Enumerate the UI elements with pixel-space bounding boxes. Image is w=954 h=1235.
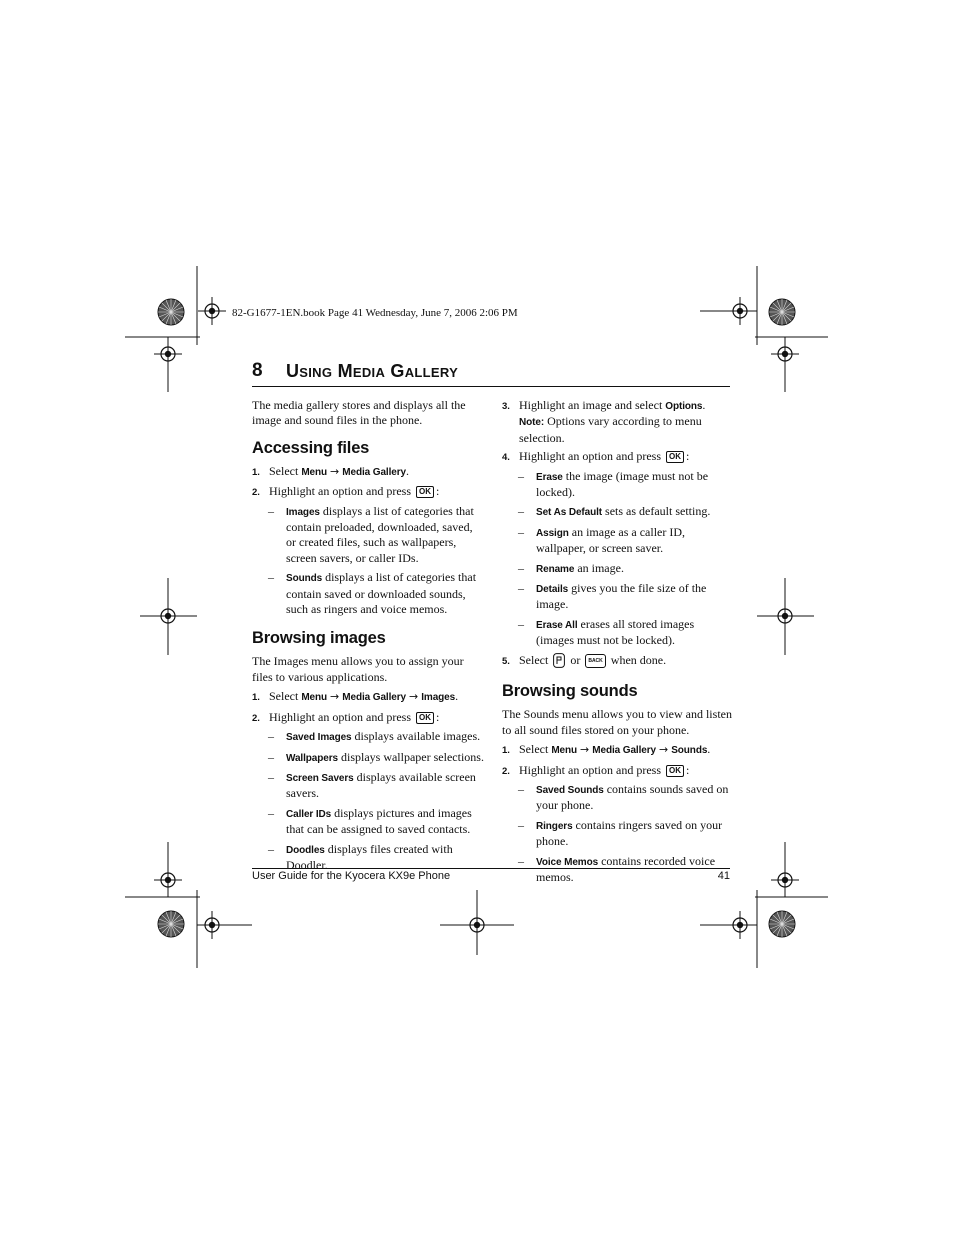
list-item: – Doodles displays files created with Doodler. bbox=[268, 841, 453, 872]
page-footer bbox=[252, 868, 730, 882]
ok-key-icon: OK bbox=[416, 712, 434, 724]
images-step-2: 2. Highlight an option and press OK : bbox=[252, 709, 440, 724]
left-column bbox=[252, 398, 484, 877]
list-item: – Assign an image as a caller ID, wallpaper, or screen saver. bbox=[518, 524, 686, 556]
images-step-4: 4. Highlight an option and press OK : bbox=[502, 449, 690, 464]
arrow-icon: → bbox=[580, 743, 590, 757]
list-item: – Sounds displays a list of categories that contain saved or downloaded sounds, such as ringers and voice memos. bbox=[268, 570, 477, 617]
star-target-icon bbox=[769, 911, 795, 937]
star-target-icon bbox=[158, 911, 184, 937]
ok-key-icon: OK bbox=[666, 765, 684, 777]
soft-key-icon bbox=[553, 653, 565, 668]
images-step-1: 1. Select Menu → Media Gallery → Images. bbox=[252, 689, 459, 704]
registration-mark-icon bbox=[198, 297, 226, 325]
list-item: – Ringers contains ringers saved on your phone. bbox=[518, 817, 723, 849]
star-target-icon bbox=[158, 299, 184, 325]
list-item: – Erase All erases all stored images (images must not be locked). bbox=[518, 616, 695, 648]
page-number: 41 bbox=[717, 870, 730, 882]
sounds-step-2: 2. Highlight an option and press OK : bbox=[502, 762, 690, 777]
list-item: – Erase the image (image must not be locked). bbox=[518, 468, 709, 500]
section-heading-browsing-images: Browsing images bbox=[252, 629, 386, 648]
section-heading-browsing-sounds: Browsing sounds bbox=[502, 682, 638, 701]
list-item: – Set As Default sets as default setting. bbox=[518, 504, 711, 519]
images-step-5: 5. Select or BACK when done. bbox=[502, 652, 667, 667]
arrow-icon: → bbox=[409, 690, 419, 704]
list-item: – Details gives you the file size of the image. bbox=[518, 581, 707, 612]
accessing-step-2: 2. Highlight an option and press OK : bbox=[252, 484, 440, 499]
media-gallery-keyword: Media Gallery bbox=[342, 466, 406, 478]
arrow-icon: → bbox=[659, 743, 669, 757]
browsing-images-intro: The Images menu allows you to assign your files to various applications. bbox=[252, 654, 464, 684]
section-heading-accessing-files: Accessing files bbox=[252, 438, 370, 457]
right-column bbox=[502, 398, 732, 890]
note: Note: Options vary according to menu selection. bbox=[519, 414, 702, 445]
chapter-heading bbox=[252, 358, 730, 387]
list-item: – Rename an image. bbox=[518, 560, 624, 575]
list-item: – Saved Images displays available images. bbox=[268, 729, 481, 744]
list-item: – Caller IDs displays pictures and images that can be assigned to saved contacts. bbox=[268, 805, 472, 837]
sounds-step-1: 1. Select Menu → Media Gallery → Sounds. bbox=[502, 742, 711, 757]
list-item: – Images displays a list of categories that contain preloaded, downloaded, saved, or created files, such as wallpapers, screen savers, or caller IDs. bbox=[268, 503, 474, 565]
ok-key-icon: OK bbox=[666, 451, 684, 463]
list-item: – Voice Memos contains recorded voice memos. bbox=[518, 853, 716, 885]
list-item: – Saved Sounds contains sounds saved on your phone. bbox=[518, 782, 729, 813]
menu-keyword: Menu bbox=[301, 466, 328, 478]
footer-guide-title: User Guide for the Kyocera KX9e Phone bbox=[252, 870, 451, 882]
arrow-icon: → bbox=[330, 690, 340, 704]
back-key-icon: BACK bbox=[585, 654, 605, 668]
chapter-title: Using Media Gallery bbox=[286, 361, 459, 381]
browsing-sounds-intro: The Sounds menu allows you to view and listen to all sound files stored on your phone. bbox=[502, 707, 732, 737]
book-file-info: 82-G1677-1EN.book Page 41 Wednesday, June 7, 2006 2:06 PM bbox=[232, 307, 518, 319]
list-item: – Wallpapers displays wallpaper selections. bbox=[268, 749, 484, 764]
arrow-icon: → bbox=[330, 464, 340, 478]
star-target-icon bbox=[769, 299, 795, 325]
list-item: – Screen Savers displays available screen savers. bbox=[268, 769, 476, 801]
accessing-step-1: 1. Select Menu → Media Gallery. bbox=[252, 463, 409, 478]
chapter-number: 8 bbox=[252, 360, 263, 381]
intro-paragraph: The media gallery stores and displays all the image and sound files in the phone. bbox=[252, 398, 466, 428]
images-step-3: 3. Highlight an image and select Options. Note: Options vary according to menu selection. bbox=[502, 398, 732, 446]
ok-key-icon: OK bbox=[416, 486, 434, 498]
